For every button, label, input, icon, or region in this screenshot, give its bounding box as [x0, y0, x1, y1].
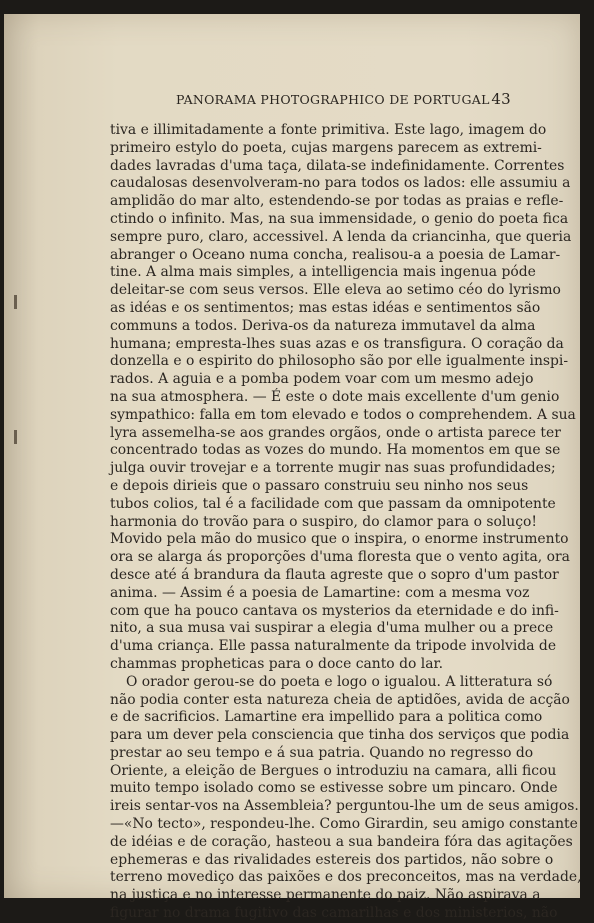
text-line: d'uma criança. Elle passa naturalmente da tripode involvida de [110, 638, 557, 655]
text-line: O orador gerou-se do poeta e logo o igualou. A litteratura só [126, 673, 553, 690]
page-number: 43 [491, 90, 511, 108]
text-line: e de sacrificios. Lamartine era impellido para a politica como [110, 709, 543, 726]
text-line: julga ouvir trovejar e a torrente mugir nas suas profundidades; [110, 460, 556, 477]
text-line: para um dever pela consciencia que tinha dos serviços que podia [110, 727, 570, 744]
text-line: humana; empresta-lhes suas azas e os transfigura. O coração da [110, 335, 564, 352]
text-line: sempre puro, claro, accessivel. A lenda da criancinha, que queria [110, 228, 572, 245]
text-line: concentrado todas as vozes do mundo. Ha momentos em que se [110, 442, 561, 459]
text-line: ireis sentar-vos na Assembleia? perguntou-lhe um de seus amigos. [110, 798, 579, 815]
text-line: na sua atmosphera. — É este o dote mais excellente d'um genio [110, 388, 560, 405]
text-line: ora se alarga ás proporções d'uma floresta que o vento agita, ora [110, 549, 570, 566]
text-line: as idéas e os sentimentos; mas estas idéas e sentimentos são [110, 299, 541, 316]
text-line: nito, a sua musa vai suspirar a elegia d'uma mulher ou a prece [110, 620, 554, 637]
text-line: donzella e o espirito do philosopho são por elle igualmente inspi- [110, 353, 569, 370]
text-line: ctindo o infinito. Mas, na sua immensidade, o genio do poeta fica [110, 210, 569, 227]
text-line: Movido pela mão do musico que o inspira, o enorme instrumento [110, 531, 569, 548]
text-line: abranger o Oceano numa concha, realisou-a a poesia de Lamar- [110, 246, 561, 263]
text-line: terreno movediço das paixões e dos preconceitos, mas na verdade, [110, 869, 582, 886]
text-line: na justiça e no interesse permanente do paiz. Não aspirava a [110, 887, 541, 904]
text-line: rados. A aguia e a pomba podem voar com um mesmo adejo [110, 371, 534, 388]
text-line: desce até á brandura da flauta agreste que o sopro d'um pastor [110, 566, 559, 583]
text-line: muito tempo isolado como se estivesse sobre um pincaro. Onde [110, 780, 558, 797]
text-line: communs a todos. Deriva-os da natureza immutavel da alma [110, 317, 536, 334]
text-line: deleitar-se com seus versos. Elle eleva ao setimo céo do lyrismo [110, 282, 561, 299]
margin-mark [14, 295, 17, 309]
text-line: lyra assemelha-se aos grandes orgãos, onde o artista parece ter [110, 424, 561, 441]
text-line: dades lavradas d'uma taça, dilata-se indefinidamente. Correntes [110, 157, 565, 174]
text-line: tubos colios, tal é a facilidade com que passam da omnipotente [110, 495, 556, 512]
text-line: de idéias e de coração, hasteou a sua bandeira fóra das agitações [110, 833, 573, 850]
text-line: tine. A alma mais simples, a intelligencia mais ingenua póde [110, 264, 536, 281]
text-line: figurar no drama fugitivo das camarilhas e dos ministerios, não [110, 905, 558, 922]
text-line: anima. — Assim é a poesia de Lamartine: com a mesma voz [110, 584, 530, 601]
text-line: chammas propheticas para o doce canto do lar. [110, 655, 444, 672]
running-title: PANORAMA PHOTOGRAPHICO DE PORTUGAL [176, 92, 490, 107]
text-line: caudalosas desenvolveram-no para todos os lados: elle assumiu a [110, 175, 571, 192]
text-line: tiva e illimitadamente a fonte primitiva. Este lago, imagem do [110, 122, 547, 138]
text-line: não podia conter esta natureza cheia de aptidões, avida de acção [110, 691, 570, 708]
text-line: sympathico: falla em tom elevado e todos o comprehendem. A sua [110, 406, 576, 423]
text-line: amplidão do mar alto, estendendo-se por todas as praias e refle- [110, 193, 564, 210]
text-line: primeiro estylo do poeta, cujas margens parecem as extremi- [110, 139, 542, 156]
running-header [110, 90, 511, 110]
text-line: —«No tecto», respondeu-lhe. Como Girardin, seu amigo constante [110, 816, 578, 833]
text-line: ephemeras e das rivalidades estereis dos partidos, não sobre o [110, 851, 554, 868]
text-line: harmonia do trovão para o suspiro, do clamor para o soluço! [110, 513, 537, 530]
text-line: Oriente, a eleição de Bergues o introduziu na camara, alli ficou [110, 762, 557, 779]
text-line: prestar ao seu tempo e á sua patria. Quando no regresso do [110, 744, 534, 761]
text-line: e depois dirieis que o passaro construiu seu ninho nos seus [110, 477, 529, 494]
text-line: com que ha pouco cantava os mysterios da eternidade e do infi- [110, 602, 559, 619]
margin-mark [14, 430, 17, 444]
body-text [110, 122, 582, 923]
